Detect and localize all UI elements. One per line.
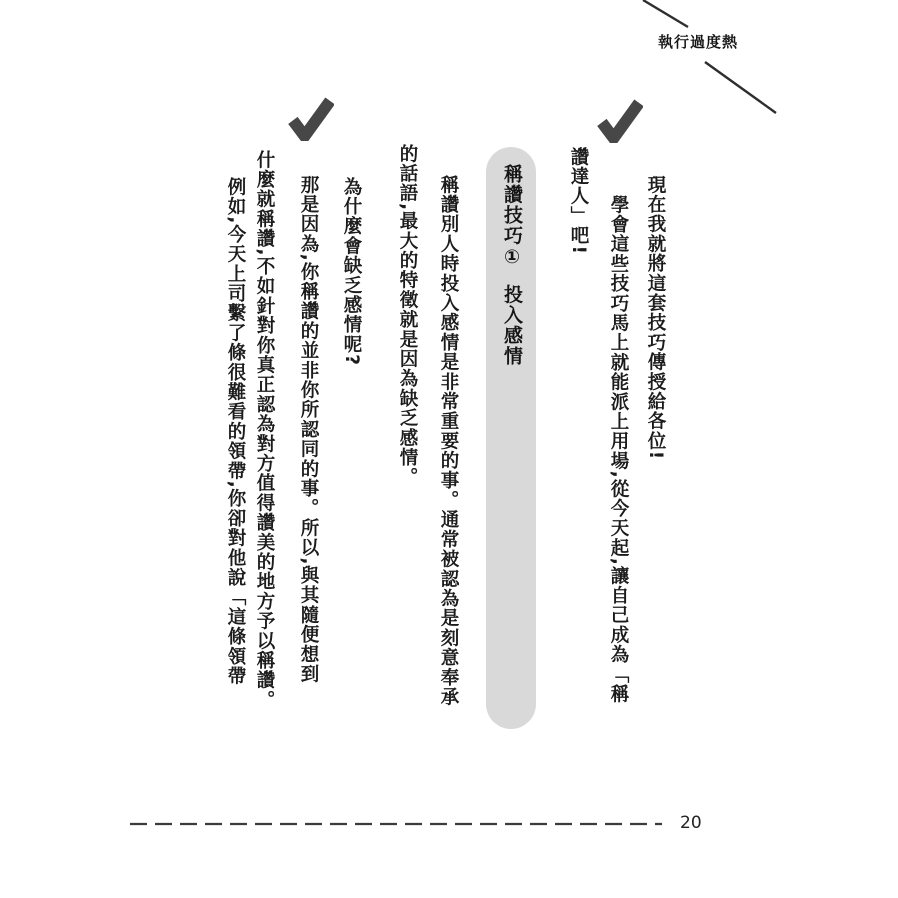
vertical-text-column: 讚達人」吧!: [568, 147, 589, 256]
vertical-text-column: 現在我就將這套技巧傳授給各位!: [645, 175, 666, 461]
banner-subtitle: 投入感情: [501, 284, 523, 367]
footer-rule: [128, 820, 668, 828]
diagonal-line-icon: [705, 62, 776, 113]
section-banner: [486, 147, 536, 729]
vertical-text-column: 的話語,最大的特徵就是因為缺乏感情。: [397, 144, 418, 488]
vertical-text-column: 學會這些技巧馬上就能派上用場,從今天起,讓自己成為「稱: [608, 195, 629, 704]
page-number: 20: [680, 813, 702, 833]
diagonal-line-icon: [643, 0, 688, 27]
vertical-text-column: 例如,今天上司繫了條很難看的領帶,你卻對他說「這條領帶: [225, 177, 246, 686]
banner-title: 稱讚技巧①: [501, 164, 523, 270]
vertical-text-column: 什麼就稱讚,不如針對你真正認為對方值得讚美的地方予以稱讚。: [254, 150, 275, 710]
running-header: 執行過度熱: [658, 33, 739, 51]
checkmark-icon: [596, 98, 643, 143]
vertical-text-column: 那是因為,你稱讚的並非你所認同的事。所以,與其隨便想到: [298, 175, 319, 684]
banner-gap: [512, 270, 513, 285]
vertical-text-column: 為什麼會缺乏感情呢?: [341, 177, 362, 367]
vertical-text-column: 稱讚別人時投入感情是非常重要的事。通常被認為是刻意奉承: [438, 175, 459, 707]
corner-decoration: [598, 0, 898, 125]
checkmark-icon: [287, 96, 334, 141]
